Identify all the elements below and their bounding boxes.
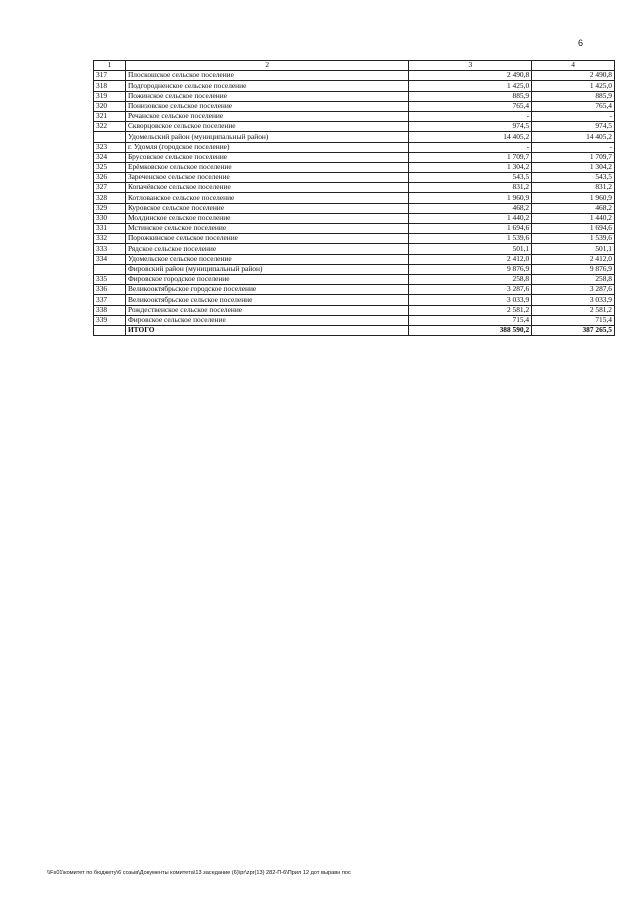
row-number: 329: [94, 203, 126, 213]
row-name: Рядское сельское поселение: [125, 244, 409, 254]
table-row: [94, 71, 615, 81]
row-name: Великооктябрьское городское поселение: [125, 285, 409, 295]
row-col4: 2 490,8: [532, 71, 615, 81]
header-col-3: 3: [409, 61, 532, 71]
row-col4: 885,9: [532, 91, 615, 101]
row-col4: 715,4: [532, 315, 615, 325]
row-col4: 501,1: [532, 244, 615, 254]
row-col3: 2 581,2: [409, 305, 532, 315]
table-row: [94, 224, 615, 234]
table-row: [94, 183, 615, 193]
table-row: [94, 285, 615, 295]
row-name: Пожинское сельское поселение: [125, 91, 409, 101]
row-name: Рождественское сельское поселение: [125, 305, 409, 315]
row-col3: 2 412,0: [409, 254, 532, 264]
row-col3: 885,9: [409, 91, 532, 101]
row-col3: -: [409, 142, 532, 152]
row-col4: -: [532, 142, 615, 152]
row-col4: -: [532, 111, 615, 121]
table-row: [94, 81, 615, 91]
row-col4: 831,2: [532, 183, 615, 193]
table-row: [94, 254, 615, 264]
header-col-4: 4: [532, 61, 615, 71]
row-col4: 1 709,7: [532, 152, 615, 162]
total-no: [94, 325, 126, 335]
table-row: [94, 101, 615, 111]
page-number: 6: [578, 38, 584, 48]
table-row: [94, 91, 615, 101]
row-col4: 258,8: [532, 274, 615, 284]
row-number: 331: [94, 224, 126, 234]
row-col3: 501,1: [409, 244, 532, 254]
file-path-footer: \\Fs01\комитет по бюджету\6 созыв\Документы комитета\13 заседание (6)\pr\zpr(13) 282-П-6\Прил 12 дот выравн пос: [47, 870, 351, 876]
row-number: 320: [94, 101, 126, 111]
row-number: 334: [94, 254, 126, 264]
row-col4: 1 960,9: [532, 193, 615, 203]
row-col4: 2 581,2: [532, 305, 615, 315]
row-number: 319: [94, 91, 126, 101]
row-col4: 1 304,2: [532, 162, 615, 172]
row-name: Удомельский район (муниципальный район): [125, 132, 409, 142]
row-col3: 765,4: [409, 101, 532, 111]
row-col3: 3 287,6: [409, 285, 532, 295]
row-name: Копачёвское сельское поселение: [125, 183, 409, 193]
row-number: 337: [94, 295, 126, 305]
row-number: 333: [94, 244, 126, 254]
table-row: [94, 315, 615, 325]
row-col3: 1 304,2: [409, 162, 532, 172]
total-col4: 387 265,5: [532, 325, 615, 335]
row-number: 328: [94, 193, 126, 203]
row-number: 321: [94, 111, 126, 121]
row-number: 326: [94, 173, 126, 183]
row-number: 336: [94, 285, 126, 295]
row-col3: 1 694,6: [409, 224, 532, 234]
row-name: Подгородненское сельское поселение: [125, 81, 409, 91]
total-label: ИТОГО: [125, 325, 409, 335]
row-col4: 2 412,0: [532, 254, 615, 264]
row-col3: 974,5: [409, 122, 532, 132]
row-name: Фировское городское поселение: [125, 274, 409, 284]
row-name: Куровское сельское поселение: [125, 203, 409, 213]
row-col4: 468,2: [532, 203, 615, 213]
row-number: [94, 264, 126, 274]
row-col4: 765,4: [532, 101, 615, 111]
row-number: [94, 132, 126, 142]
row-name: Порожкинское сельское поселение: [125, 234, 409, 244]
row-col3: 468,2: [409, 203, 532, 213]
row-number: 332: [94, 234, 126, 244]
table-row: [94, 244, 615, 254]
table-row: [94, 213, 615, 223]
table-row: [94, 305, 615, 315]
row-name: Зареченское сельское поселение: [125, 173, 409, 183]
row-col4: 1 694,6: [532, 224, 615, 234]
table-row: [94, 234, 615, 244]
row-col4: 9 876,9: [532, 264, 615, 274]
row-col3: 1 960,9: [409, 193, 532, 203]
row-col3: 1 539,6: [409, 234, 532, 244]
row-col3: 2 490,8: [409, 71, 532, 81]
row-number: 318: [94, 81, 126, 91]
row-name: Фировский район (муниципальный район): [125, 264, 409, 274]
row-name: Плоскошское сельское поселение: [125, 71, 409, 81]
row-name: Понизовское сельское поселение: [125, 101, 409, 111]
row-col3: 258,8: [409, 274, 532, 284]
row-col3: 14 405,2: [409, 132, 532, 142]
table-header-row: [94, 61, 615, 71]
row-name: Речанское сельское поселение: [125, 111, 409, 121]
total-row: [94, 325, 615, 335]
row-number: 322: [94, 122, 126, 132]
row-number: 339: [94, 315, 126, 325]
row-col3: -: [409, 111, 532, 121]
table-row: [94, 132, 615, 142]
table-row: [94, 162, 615, 172]
row-col4: 1 539,6: [532, 234, 615, 244]
table-row: [94, 193, 615, 203]
table-row: [94, 274, 615, 284]
row-col3: 543,5: [409, 173, 532, 183]
table-row: [94, 203, 615, 213]
row-col3: 9 876,9: [409, 264, 532, 274]
table-row: [94, 295, 615, 305]
header-col-1: 1: [94, 61, 126, 71]
row-number: 317: [94, 71, 126, 81]
row-col3: 831,2: [409, 183, 532, 193]
table-row: [94, 173, 615, 183]
row-name: Брусовское сельское поселение: [125, 152, 409, 162]
row-number: 327: [94, 183, 126, 193]
budget-table: [93, 60, 615, 336]
row-col3: 1 425,0: [409, 81, 532, 91]
table-row: [94, 142, 615, 152]
row-number: 330: [94, 213, 126, 223]
total-col3: 388 590,2: [409, 325, 532, 335]
row-col3: 1 709,7: [409, 152, 532, 162]
row-name: г. Удомля (городское поселение): [125, 142, 409, 152]
row-col4: 3 287,6: [532, 285, 615, 295]
table-row: [94, 122, 615, 132]
row-number: 335: [94, 274, 126, 284]
row-name: Ерёмковское сельское поселение: [125, 162, 409, 172]
row-col4: 3 033,9: [532, 295, 615, 305]
row-col4: 1 440,2: [532, 213, 615, 223]
row-name: Молдинское сельское поселение: [125, 213, 409, 223]
row-col4: 543,5: [532, 173, 615, 183]
row-name: Мстинское сельское поселение: [125, 224, 409, 234]
row-name: Удомельское сельское поселение: [125, 254, 409, 264]
row-col4: 14 405,2: [532, 132, 615, 142]
row-name: Фировское сельское поселение: [125, 315, 409, 325]
row-col3: 3 033,9: [409, 295, 532, 305]
row-name: Великооктябрьское сельское поселение: [125, 295, 409, 305]
row-number: 325: [94, 162, 126, 172]
row-name: Скворцовское сельское поселение: [125, 122, 409, 132]
table-row: [94, 264, 615, 274]
row-col3: 715,4: [409, 315, 532, 325]
row-name: Котлованское сельское поселение: [125, 193, 409, 203]
row-number: 324: [94, 152, 126, 162]
table-row: [94, 152, 615, 162]
row-col3: 1 440,2: [409, 213, 532, 223]
header-col-2: 2: [125, 61, 409, 71]
row-col4: 1 425,0: [532, 81, 615, 91]
row-number: 338: [94, 305, 126, 315]
row-col4: 974,5: [532, 122, 615, 132]
table-row: [94, 111, 615, 121]
row-number: 323: [94, 142, 126, 152]
